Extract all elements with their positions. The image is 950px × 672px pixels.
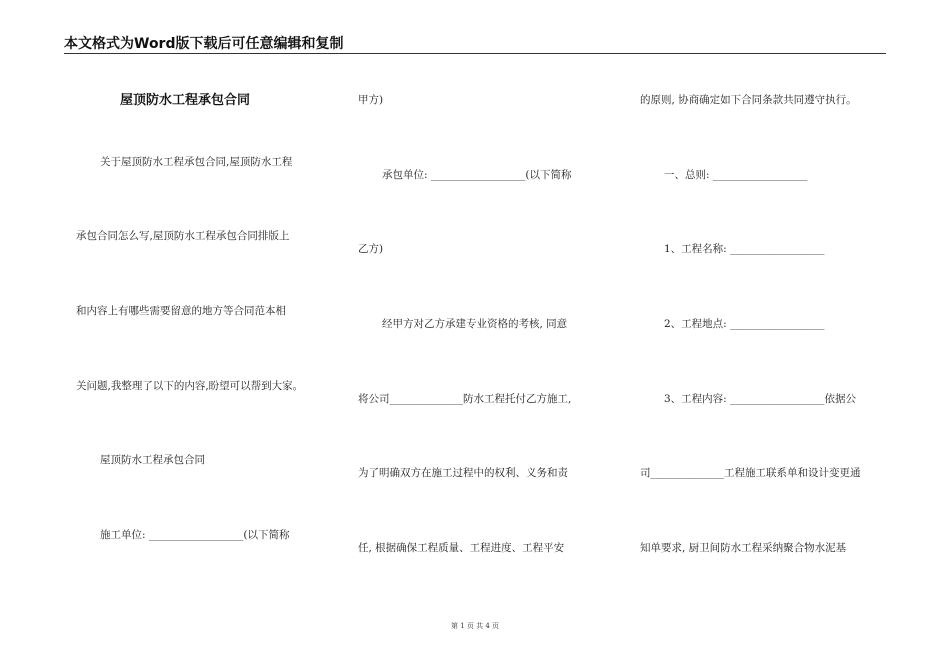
col2-line: 乙方) (358, 243, 384, 255)
col3-line: 知单要求, 厨卫间防水工程采纳聚合物水泥基 (640, 542, 847, 554)
col2-line: 承包单位: __________________(以下简称 (382, 169, 572, 181)
col3-line: 1、工程名称: __________________ (664, 243, 825, 255)
col3-line: 2、工程地点: __________________ (664, 318, 825, 330)
col2-line: 将公司______________防水工程托付乙方施工, (358, 393, 572, 405)
col1-line: 承包合同怎么写,屋顶防水工程承包合同排版上 (76, 230, 290, 242)
col1-line: 施工单位: __________________(以下简称 (100, 529, 290, 541)
col1-line: 屋顶防水工程承包合同 (100, 454, 205, 466)
col1-line: 关问题,我整理了以下的内容,盼望可以帮到大家。 (76, 380, 304, 392)
col3-line: 3、工程内容: __________________依据公 (664, 393, 857, 405)
header-divider (64, 53, 886, 54)
col2-line: 为了明确双方在施工过程中的权利、义务和责 (358, 467, 568, 479)
document-header: 本文格式为Word版下载后可任意编辑和复制 (64, 36, 344, 52)
col1-line: 和内容上有哪些需要留意的地方等合同范本相 (76, 305, 286, 317)
col3-line: 司______________工程施工联系单和设计变更通 (640, 467, 861, 479)
col3-line: 的原则, 协商确定如下合同条款共同遵守执行。 (640, 94, 857, 106)
col1-line: 关于屋顶防水工程承包合同,屋顶防水工程 (100, 156, 293, 168)
col2-line: 甲方) (358, 94, 384, 106)
page-number: 第 1 页 共 4 页 (450, 622, 500, 630)
document-title: 屋顶防水工程承包合同 (120, 93, 251, 108)
col2-line: 经甲方对乙方承建专业资格的考核, 同意 (382, 318, 568, 330)
col2-line: 任, 根据确保工程质量、工程进度、工程平安 (358, 542, 565, 554)
col3-line: 一、总则: __________________ (664, 169, 808, 181)
